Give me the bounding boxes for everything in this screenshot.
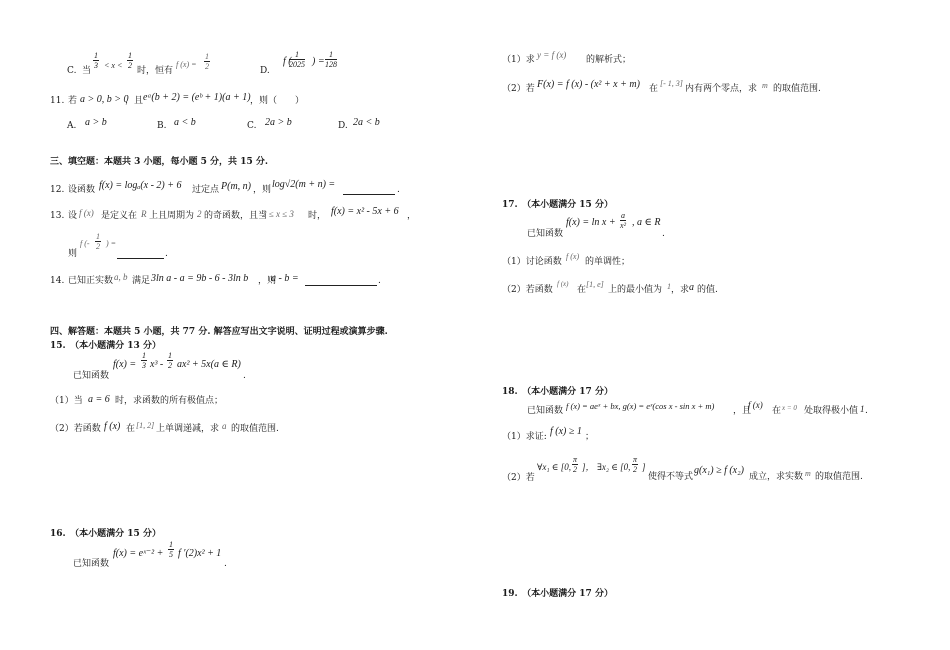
q18-text: 在 [772,406,782,416]
q18-value: 1 [860,404,865,414]
q17-part1-prefix: （1）讨论函数 [502,257,562,267]
q12-point: P(m, n) [221,181,251,192]
q16-part2-interval: [- 1, 3] [660,79,683,88]
q14-text: ，则 [258,276,277,286]
q18-part2-end: 的取值范围. [815,472,863,482]
q17-part1-f: f (x) [566,252,580,261]
q15-given: 已知函数 [73,371,110,381]
q17-given: 已知函数 [527,229,564,239]
q13-answer-blank[interactable] [117,258,164,259]
q15-func-b: x³ - [150,359,164,370]
q17-part2-f: f (x) [557,280,569,288]
q16-part2-text: 内有两个零点，求 [685,84,758,94]
q11-option-d-label: D. [338,121,348,131]
q18-part2-pi-frac2: $\frac{\pi}{2}$ [633,455,638,474]
q15-header: 15. （本小题满分 13 分） [50,341,161,351]
q13-line2-prefix: 则 [68,249,78,259]
q13-text: 的奇函数，且当 [204,211,268,221]
q15-part2-text: 上单调递减，求 [156,424,220,434]
q10-c-fx: f (x) = [176,60,197,69]
q16-part1-text: 的解析式； [586,55,632,65]
q14-expression: a - b = [271,273,299,284]
q17-part1-text: 的单调性； [585,257,631,267]
q12-number: 12. [50,185,65,195]
q15-part2-a: a [222,421,227,431]
q17-part2-text: ，求 [671,285,690,295]
q17-func-b: , a ∈ R [632,217,661,228]
q16-part2-end: 的取值范围. [773,84,821,94]
q18-part2-inequality: g(x₁) ≥ f (x₂) [694,465,744,476]
q13-period-end: . [165,249,168,259]
q16-period: . [224,559,227,569]
q18-functions: f (x) = aeˣ + bx, g(x) = eˣ(cos x - sin x + m) [566,401,715,411]
q12-expression: log√2(m + n) = [272,179,336,190]
q18-part1-end: ； [585,432,595,442]
q18-part2-text: 成立，求实数 [749,472,804,482]
q18-part2-text: 使得不等式 [648,472,694,482]
q17-header: 17. （本小题满分 15 分） [502,200,613,210]
q12-text: ，则 [253,185,272,195]
q13-text: 上且周期为 [149,211,195,221]
q12-text: 过定点 [192,185,220,195]
q14-vars: a, b [114,272,128,282]
q13-text: ， [407,211,417,221]
q10-option-c-label: C. [67,66,77,76]
q17-part2-value: 1 [667,282,671,291]
q13-text: 时， [308,211,327,221]
q14-equation: 3ln a - a = 9b - 6 - 3ln b [151,273,249,284]
q17-frac: $\frac{a}{\text{x²}}$ [620,211,626,230]
q18-header: 18. （本小题满分 17 分） [502,387,613,397]
q11-number: 11. [50,96,65,106]
q18-part1-expr: f (x) ≥ 1 [550,426,582,437]
q12-answer-blank[interactable] [343,194,395,195]
q17-part2-interval: [1, e] [586,280,604,289]
section-4-title: 四、解答题：本题共 5 小题，共 77 分. 解答应写出文字说明、证明过程或演算步骤. [50,327,388,337]
q16-part2-text: 在 [649,84,659,94]
q15-part2-end: 的取值范围. [231,424,279,434]
q14-number: 14. [50,276,65,286]
q15-part1-text: 时，求函数的所有极值点； [115,396,224,406]
q11-text: ，则（ ） [250,96,305,106]
q10-c-frac2: $\frac{1}{2}$ [128,51,132,70]
q15-func-a: f(x) = [113,359,137,370]
q15-part2-text: 在 [126,424,136,434]
q18-part2-m: m [805,469,811,478]
q16-part1-prefix: （1）求 [502,55,535,65]
q15-part1-prefix: （1）当 [50,396,83,406]
q18-part2-bracket2: ] [642,462,646,472]
q18-part2-bracket: ]， [582,462,595,472]
q18-part2-pi-frac1: $\frac{\pi}{2}$ [573,455,578,474]
q14-text: 已知正实数 [68,276,114,286]
q10-c-text: 时，恒有 [137,66,174,76]
q10-c-frac1: $\frac{1}{3}$ [94,51,98,70]
q18-given: 已知函数 [527,406,564,416]
q15-part2-interval: [1, 2] [136,421,155,430]
q16-func-a: f(x) = eˣ⁻² + [113,548,164,559]
q14-text: 满足 [132,276,151,286]
q13-line2-frac: $\frac{1}{2}$ [96,232,100,251]
q18-period: . [865,406,868,416]
section-3-title: 三、填空题：本题共 3 小题，每小题 5 分，共 15 分. [50,157,268,167]
q16-given: 已知函数 [73,559,110,569]
q18-f: f (x) [748,400,763,410]
q15-frac1: $\frac{1}{3}$ [142,351,146,370]
q12-text: 设函数 [68,185,96,195]
q18-part1-prefix: （1）求证: [502,432,547,442]
q11-text: 若 [68,96,78,106]
q13-text: 是定义在 [101,211,138,221]
q12-function: f(x) = logₐ(x - 2) + 6 [99,180,182,191]
q11-text: ，且 [125,96,144,106]
q17-part2-end: 的值. [697,285,718,295]
q17-func-a: f(x) = ln x + [566,217,616,228]
q10-d-frac1: $\frac{1}{2025}$ [289,50,305,69]
q12-period: . [397,185,400,195]
q11-option-d-expr: 2a < b [353,117,380,128]
q10-d-eq: ) = [312,56,325,67]
q10-c-inequality: < x < [104,61,123,70]
q17-period: . [662,229,665,239]
q13-line2-f: f (- [80,239,90,248]
q16-part2-expr: F(x) = f (x) - (x² + x + m) [537,79,640,90]
q16-part2-prefix: （2）若 [502,84,535,94]
q10-d-frac2: $\frac{1}{128}$ [325,50,337,69]
q11-option-a-expr: a > b [85,117,107,128]
q13-fx: f (x) [79,208,94,218]
q15-func-c: ax² + 5x(a ∈ R) [177,359,241,370]
q15-frac2: $\frac{1}{2}$ [168,351,172,370]
q13-text: 设 [68,211,78,221]
q13-R: R [141,209,147,219]
q16-func-b: f ′(2)x² + 1 [178,548,222,559]
q17-part2-text: 上的最小值为 [608,285,663,295]
q18-part2-forall: ∀x₁ ∈ [0, [537,462,571,472]
q17-part2-prefix: （2）若函数 [502,285,553,295]
q10-c-frac3: $\frac{1}{2}$ [205,52,209,71]
q18-text: ，且 [733,406,752,416]
q15-part2-f: f (x) [104,421,121,432]
q15-part2-prefix: （2）若函数 [50,424,101,434]
q13-line2-eq: ) = [106,239,117,248]
q15-part1-condition: a = 6 [88,394,110,405]
q11-option-b-expr: a < b [174,117,196,128]
q13-number: 13. [50,211,65,221]
q10-d-f: f ( [283,56,292,67]
q11-option-c-expr: 2a > b [265,117,292,128]
q16-header: 16. （本小题满分 15 分） [50,529,161,539]
q13-function: f(x) = x² - 5x + 6 [331,206,399,217]
q15-period: . [243,371,246,381]
q10-option-d-label: D. [260,66,270,76]
q17-part2-a: a [689,282,694,293]
q11-condition: a > 0, b > 0 [80,94,129,105]
q19-header: 19. （本小题满分 17 分） [502,589,613,599]
q16-frac: $\frac{1}{5}$ [169,540,173,559]
q14-answer-blank[interactable] [305,285,377,286]
q13-range: 2 ≤ x ≤ 3 [262,209,294,219]
q11-equation: eᵃ(b + 2) = (eᵇ + 1)(a + 1) [143,92,251,103]
q10-option-c-prefix: 当 [82,66,92,76]
q18-part2-prefix: （2）若 [502,473,535,483]
q14-period-end: . [378,276,381,286]
q16-part1-expr: y = f (x) [537,50,567,60]
q17-part2-text: 在 [577,285,587,295]
q11-option-b-label: B. [157,121,167,131]
q18-part2-exists: ∃x₂ ∈ [0, [597,462,631,472]
q11-option-c-label: C. [247,121,257,131]
q18-x0: x = 0 [782,404,797,412]
q16-part2-m: m [762,81,768,90]
q11-option-a-label: A. [67,121,77,131]
q18-text: 处取得极小值 [804,406,859,416]
q13-period: 2 [197,209,202,219]
